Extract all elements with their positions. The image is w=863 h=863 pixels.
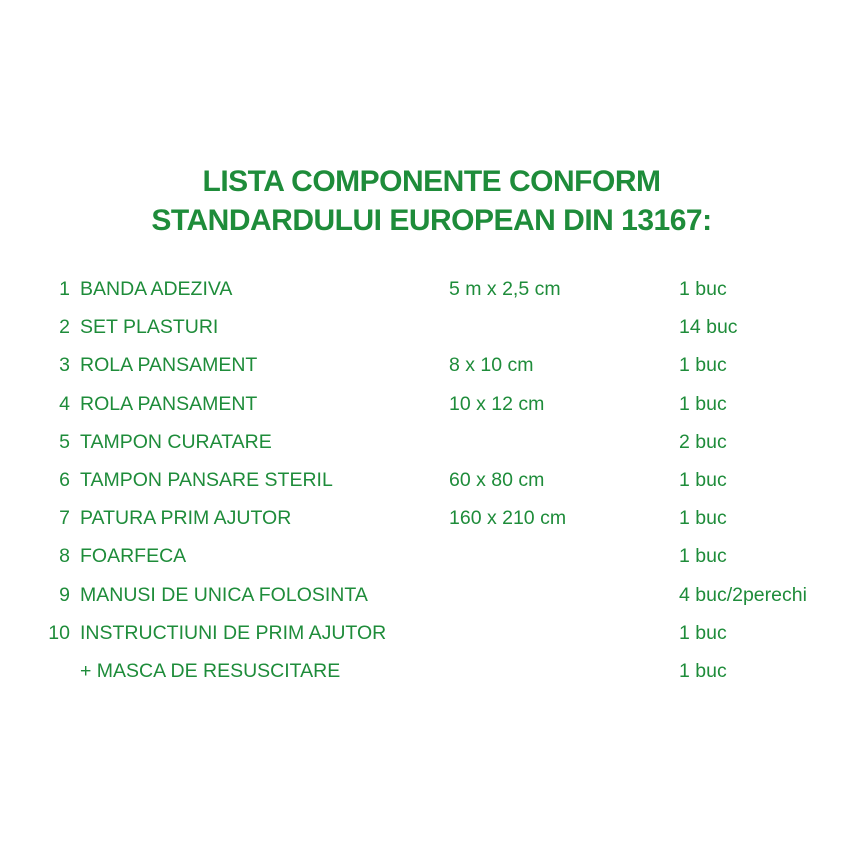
item-number: 1	[59, 278, 70, 300]
list-item	[0, 385, 863, 423]
item-quantity: 14 buc	[679, 316, 738, 339]
item-size: 5 m x 2,5 cm	[449, 278, 561, 300]
item-number: 6	[59, 468, 70, 491]
list-item	[0, 652, 863, 690]
list-item	[0, 537, 863, 575]
item-name: + MASCA DE RESUSCITARE	[80, 659, 341, 682]
item-quantity: 1 buc	[679, 278, 727, 300]
item-name: SET PLASTURI	[80, 316, 219, 339]
list-item	[0, 346, 863, 384]
item-number: 5	[59, 430, 70, 453]
item-quantity: 1 buc	[679, 354, 727, 377]
item-name: ROLA PANSAMENT	[80, 354, 258, 377]
list-item	[0, 614, 863, 652]
item-name: ROLA PANSAMENT	[80, 392, 258, 415]
item-size: 8 x 10 cm	[449, 354, 534, 377]
item-quantity: 2 buc	[679, 430, 727, 453]
item-quantity: 1 buc	[679, 507, 727, 530]
list-item	[0, 576, 863, 614]
list-item	[0, 308, 863, 346]
item-quantity: 1 buc	[679, 621, 727, 644]
item-name: PATURA PRIM AJUTOR	[80, 507, 292, 530]
item-quantity: 1 buc	[679, 545, 727, 568]
item-number: 4	[59, 392, 70, 415]
item-size: 160 x 210 cm	[449, 507, 567, 530]
list-item	[0, 499, 863, 537]
item-number: 2	[59, 316, 70, 339]
list-item	[0, 270, 863, 308]
item-number: 9	[59, 583, 70, 606]
item-name: BANDA ADEZIVA	[80, 278, 233, 300]
list-item	[0, 461, 863, 499]
item-name: TAMPON PANSARE STERIL	[80, 468, 333, 491]
item-quantity: 1 buc	[679, 659, 727, 682]
item-number: 7	[59, 507, 70, 530]
item-size: 10 x 12 cm	[449, 392, 545, 415]
page-title-line-2: STANDARDULUI EUROPEAN DIN 13167:	[151, 204, 712, 237]
item-quantity: 1 buc	[679, 468, 727, 491]
item-size: 60 x 80 cm	[449, 468, 545, 491]
item-number: 3	[59, 354, 70, 377]
page-title-line-1: LISTA COMPONENTE CONFORM	[202, 165, 661, 198]
item-name: TAMPON CURATARE	[80, 430, 272, 453]
item-name: MANUSI DE UNICA FOLOSINTA	[80, 583, 368, 606]
item-name: INSTRUCTIUNI DE PRIM AJUTOR	[80, 621, 387, 644]
item-quantity: 1 buc	[679, 392, 727, 415]
list-item	[0, 423, 863, 461]
item-number: 8	[59, 545, 70, 568]
item-number: 10	[48, 621, 70, 644]
item-name: FOARFECA	[80, 545, 187, 568]
item-quantity: 4 buc/2perechi	[679, 583, 807, 606]
components-list	[0, 270, 863, 690]
